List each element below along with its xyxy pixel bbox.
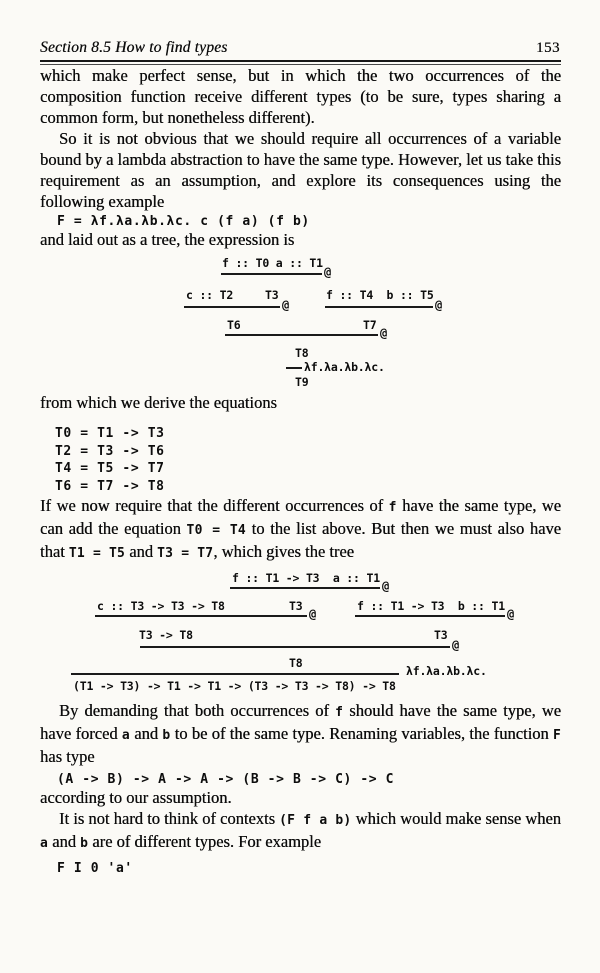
paragraph-demanding	[40, 700, 561, 767]
tree2-leaf-c: c :: T3 -> T3 -> T8	[97, 599, 225, 613]
code-f-definition: F = λf.λa.λb.λc. c (f a) (f b)	[57, 214, 310, 229]
inline-code: T1 = T5	[68, 546, 126, 561]
tree1-node-t3: T3	[265, 288, 279, 302]
application-at-symbol: @	[507, 607, 515, 621]
inline-code: F	[552, 728, 562, 743]
abstraction-rule-line	[286, 367, 302, 369]
inline-code: f	[388, 500, 397, 515]
paragraph-text: and	[48, 832, 81, 851]
tree2-node-t8: T8	[289, 656, 303, 670]
tree1-node-t9: T9	[295, 375, 309, 389]
paragraph-derive: from which we derive the equations	[40, 393, 277, 412]
paragraph-text: to the list above. But then we must also have that	[40, 519, 561, 561]
tree2-node-t3: T3	[289, 599, 303, 613]
tree1-node-t7: T7	[363, 318, 377, 332]
application-rule-line	[225, 334, 378, 336]
section-title: Section 8.5 How to find types	[40, 39, 228, 56]
paragraph-text: which would make sense when	[351, 809, 561, 828]
inline-code: b	[162, 728, 171, 743]
paragraph-not-obvious: So it is not obvious that we should require all occurrences of a variable bound by a lambda abstraction to have the same type. However, let us take this requirement as an assumption, and explore its consequences using the following example	[40, 129, 561, 211]
derivation-tree-1	[0, 252, 600, 392]
application-rule-line	[355, 615, 505, 617]
application-at-symbol: @	[435, 298, 443, 312]
code-example: F I 0 'a'	[57, 861, 133, 876]
tree2-premise-fa: f :: T1 -> T3 a :: T1	[232, 571, 380, 585]
paragraph-according: according to our assumption.	[40, 788, 232, 807]
tree1-node-t6: T6	[227, 318, 241, 332]
inline-code: (F f a b)	[279, 813, 352, 828]
application-rule-line	[325, 306, 433, 308]
paragraph-text: and	[125, 542, 158, 561]
equation-row: T6 = T7 -> T8	[55, 478, 165, 494]
application-at-symbol: @	[309, 607, 317, 621]
tree2-node-t3-right: T3	[434, 628, 448, 642]
inline-code: a	[121, 728, 130, 743]
tree2-lambda-label: λf.λa.λb.λc.	[406, 664, 487, 678]
application-rule-line	[95, 615, 307, 617]
paragraph-text: , which gives the tree	[213, 542, 354, 561]
application-at-symbol: @	[382, 579, 390, 593]
tree2-result-type: (T1 -> T3) -> T1 -> T1 -> (T3 -> T3 -> T8) -> T8	[73, 679, 396, 693]
tree1-node-t8: T8	[295, 346, 309, 360]
paragraph-continuation: which make perfect sense, but in which the two occurrences of the composition function receive different types (to be sure, types sharing a common form, but nonetheless different).	[40, 66, 561, 127]
code-f-type: (A -> B) -> A -> A -> (B -> B -> C) -> C	[57, 772, 395, 787]
derivation-tree-2	[0, 570, 600, 700]
abstraction-rule-line	[71, 673, 399, 675]
paragraph-text: have the same type, we can add the equation	[40, 496, 561, 538]
equation-row: T0 = T1 -> T3	[55, 426, 165, 441]
application-at-symbol: @	[324, 265, 332, 279]
tree1-leaf-c: c :: T2	[186, 288, 234, 302]
inline-code: a	[40, 836, 49, 851]
inline-code: b	[80, 836, 89, 851]
page-number: 153	[536, 40, 560, 56]
equations-list	[55, 425, 600, 495]
tree2-premise-fb: f :: T1 -> T3 b :: T1	[357, 599, 505, 613]
paragraph-text: If we now require that the different occurrences of	[40, 496, 389, 515]
paragraph-laid-out: and laid out as a tree, the expression is	[40, 230, 295, 249]
paragraph-contexts	[40, 808, 561, 854]
tree1-premise-fa: f :: T0 a :: T1	[222, 256, 323, 270]
paragraph-text: are of different types. For example	[88, 832, 322, 851]
page-header	[40, 0, 560, 57]
application-at-symbol: @	[452, 638, 460, 652]
tree1-premise-fb: f :: T4 b :: T5	[326, 288, 434, 302]
paragraph-text: It is not hard to think of contexts	[59, 809, 280, 828]
paragraph-text: By demanding that both occurrences of	[59, 701, 336, 720]
inline-code: f	[335, 705, 344, 720]
application-at-symbol: @	[380, 326, 388, 340]
application-rule-line	[184, 306, 280, 308]
application-rule-line	[230, 587, 380, 589]
equation-row: T4 = T5 -> T7	[55, 461, 165, 476]
tree2-node-t3-t8: T3 -> T8	[139, 628, 193, 642]
paragraph-text: to be of the same type. Renaming variables, the function	[170, 724, 553, 743]
application-rule-line	[140, 646, 450, 648]
equation-row: T2 = T3 -> T6	[55, 443, 165, 459]
inline-code: T3 = T7	[157, 546, 214, 561]
paragraph-text: and	[129, 724, 163, 743]
paragraph-text: has type	[40, 747, 95, 766]
inline-code: T0 = T4	[186, 523, 246, 538]
application-rule-line	[221, 273, 322, 275]
application-at-symbol: @	[282, 298, 290, 312]
paragraph-require	[40, 495, 561, 564]
tree1-lambda-label: λf.λa.λb.λc.	[304, 360, 385, 374]
paragraph-text: should have the same type, we have forced	[40, 701, 562, 743]
